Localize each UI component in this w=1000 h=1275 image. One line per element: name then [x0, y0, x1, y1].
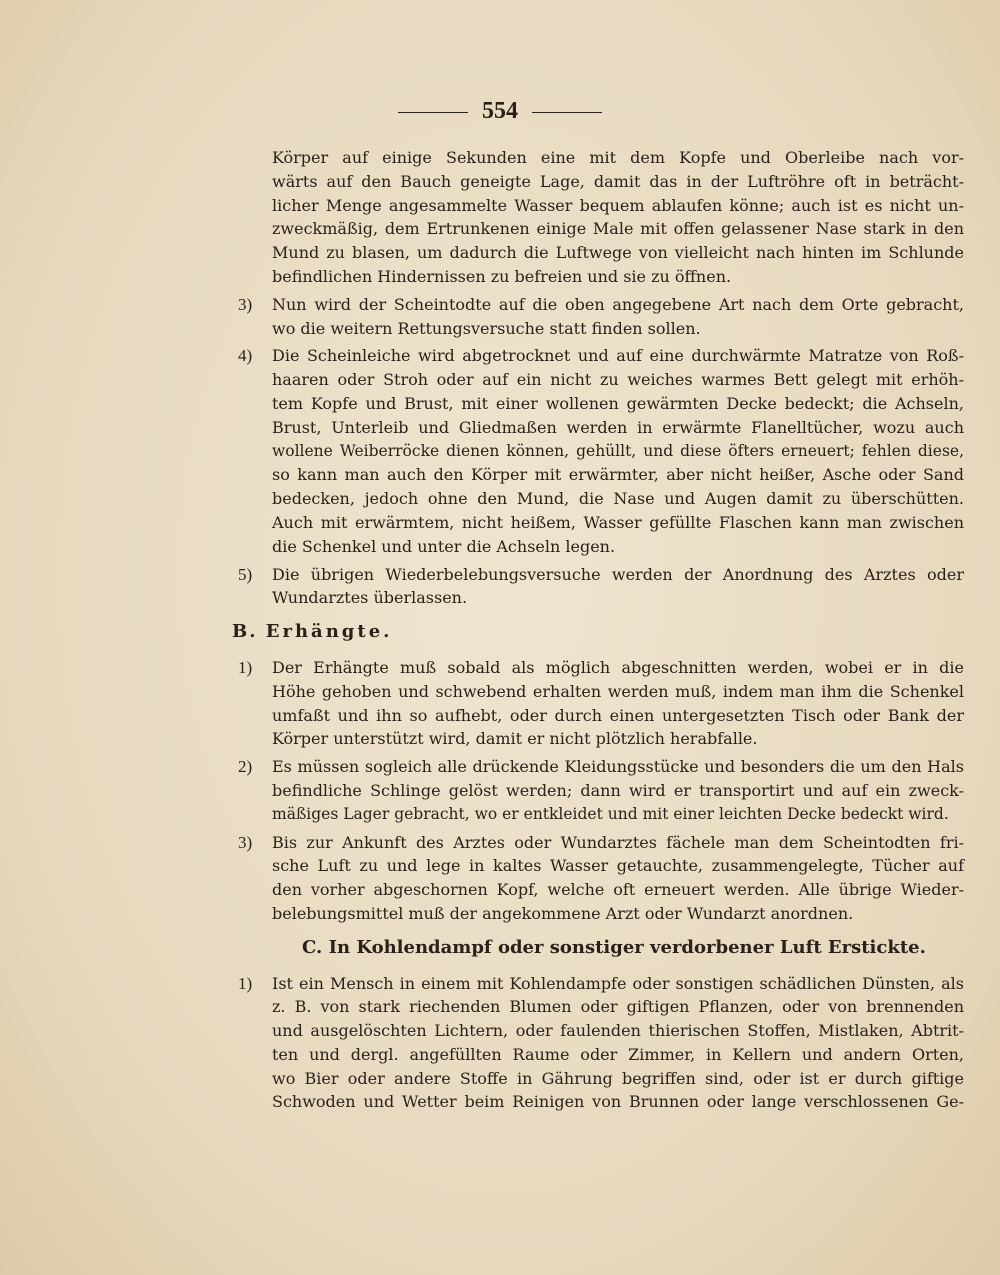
text-line: befindlichen Hindernissen zu befreien und sie zu öffnen. [272, 266, 732, 286]
text-line: Die Scheinleiche wird abgetrocknet und auf eine durchwärmte Matratze von Roß- [272, 346, 964, 366]
list-item [238, 755, 964, 826]
text-line: ten und dergl. angefüllten Raume oder Zimmer, in Kellern und andern Orten, [272, 1044, 964, 1064]
left-rule [398, 112, 468, 113]
item-number: 3) [238, 832, 253, 852]
text-line: wollene Weiberröcke dienen können, gehüllt, und diese öfters erneuert; fehlen diese, [272, 441, 964, 460]
text-line: wärts auf den Bauch geneigte Lage, damit das in der Luftröhre oft in beträcht- [272, 171, 964, 191]
text-line: die Schenkel und unter die Achseln legen. [272, 536, 616, 556]
section-label: B. [232, 621, 258, 643]
text-line: Körper auf einige Sekunden eine mit dem Kopfe und Oberleibe nach vor- [272, 148, 964, 167]
text-line: Wundarztes überlassen. [272, 588, 468, 608]
text-line: bedecken, jedoch ohne den Mund, die Nase und Augen damit zu überschütten. [272, 489, 964, 509]
text-line: Höhe gehoben und schwebend erhalten werden muß, indem man ihm die Schenkel [272, 681, 964, 701]
section-heading-b [232, 620, 964, 644]
item-number: 5) [238, 564, 253, 584]
text-line: zweckmäßig, dem Ertrunkenen einige Male mit offen gelassener Nase stark in den [272, 219, 964, 239]
text-line: mäßiges Lager gebracht, wo er entkleidet und mit einer leichten Decke bedeckt wird. [272, 804, 949, 823]
text-line: wo Bier oder andere Stoffe in Gährung begriffen sind, oder ist er durch giftige [272, 1068, 964, 1088]
text-line: befindliche Schlinge gelöst werden; dann wird er transportirt und auf ein zweck- [272, 780, 964, 800]
page-number-text: 554 [482, 98, 518, 124]
list-item [238, 344, 964, 558]
text-line: Es müssen sogleich alle drückende Kleidungsstücke und besonders die um den Hals [272, 757, 964, 777]
text-line: Mund zu blasen, um dadurch die Luftwege von vielleicht nach hinten im Schlunde [272, 243, 964, 263]
text-line: belebungsmittel muß der angekommene Arzt oder Wundarzt anordnen. [272, 903, 854, 923]
text-line: Nun wird der Scheintodte auf die oben angegebene Art nach dem Orte gebracht, [272, 294, 964, 314]
item-number: 2) [238, 757, 253, 777]
item-number: 4) [238, 346, 253, 366]
text-line: Ist ein Mensch in einem mit Kohlendampfe oder sonstigen schädlichen Dünsten, als [272, 973, 964, 993]
text-line: Körper unterstützt wird, damit er nicht plötzlich herabfalle. [272, 729, 758, 749]
intro-paragraph [272, 146, 964, 289]
item-number: 1) [238, 657, 253, 677]
page-number [0, 98, 1000, 125]
text-line: wo die weitern Rettungsversuche statt finden sollen. [272, 318, 701, 338]
text-line: umfaßt und ihn so aufhebt, oder durch einen untergesetzten Tisch oder Bank der [272, 705, 964, 725]
section-title: In Kohlendampf oder sonstiger verdorbener Luft Erstickte. [328, 936, 926, 958]
text-line: Bis zur Ankunft des Arztes oder Wundarztes fächele man dem Scheintodten fri- [272, 832, 964, 852]
text-line: so kann man auch den Körper mit erwärmter, aber nicht heißer, Asche oder Sand [272, 465, 964, 485]
item-number: 1) [238, 973, 253, 993]
section-title: Erhängte. [265, 621, 393, 643]
text-line: und ausgelöschten Lichtern, oder faulenden thierischen Stoffen, Mistlaken, Abtrit- [272, 1021, 964, 1041]
text-line: licher Menge angesammelte Wasser bequem ablaufen könne; auch ist es nicht un- [272, 195, 964, 215]
list-item [238, 972, 964, 1115]
text-line: Der Erhängte muß sobald als möglich abgeschnitten werden, wobei er in die [272, 657, 964, 677]
item-number: 3) [238, 294, 253, 314]
list-item [238, 656, 964, 751]
text-line: tem Kopfe und Brust, mit einer wollenen gewärmten Decke bedeckt; die Achseln, [272, 393, 964, 413]
text-line: z. B. von stark riechenden Blumen oder giftigen Pflanzen, oder von brennenden [272, 997, 964, 1017]
page-body [232, 146, 964, 1118]
text-line: Schwoden und Wetter beim Reinigen von Brunnen oder lange verschlossenen Ge- [272, 1092, 964, 1112]
list-item [238, 831, 964, 926]
list-item [238, 563, 964, 611]
text-line: sche Luft zu und lege in kaltes Wasser getauchte, zusammengelegte, Tücher auf [272, 856, 964, 876]
text-line: Auch mit erwärmtem, nicht heißem, Wasser gefüllte Flaschen kann man zwischen [272, 512, 964, 532]
text-line: Brust, Unterleib und Gliedmaßen werden in erwärmte Flanelltücher, wozu auch [272, 417, 964, 437]
list-item [238, 293, 964, 341]
text-line: den vorher abgeschornen Kopf, welche oft erneuert werden. Alle übrige Wieder- [272, 880, 964, 900]
section-heading-c [302, 936, 964, 960]
text-line: haaren oder Stroh oder auf ein nicht zu weiches warmes Bett gelegt mit erhöh- [272, 370, 964, 390]
text-line: Die übrigen Wiederbelebungsversuche werden der Anordnung des Arztes oder [272, 564, 964, 584]
right-rule [532, 112, 602, 113]
section-label: C. [302, 936, 323, 958]
